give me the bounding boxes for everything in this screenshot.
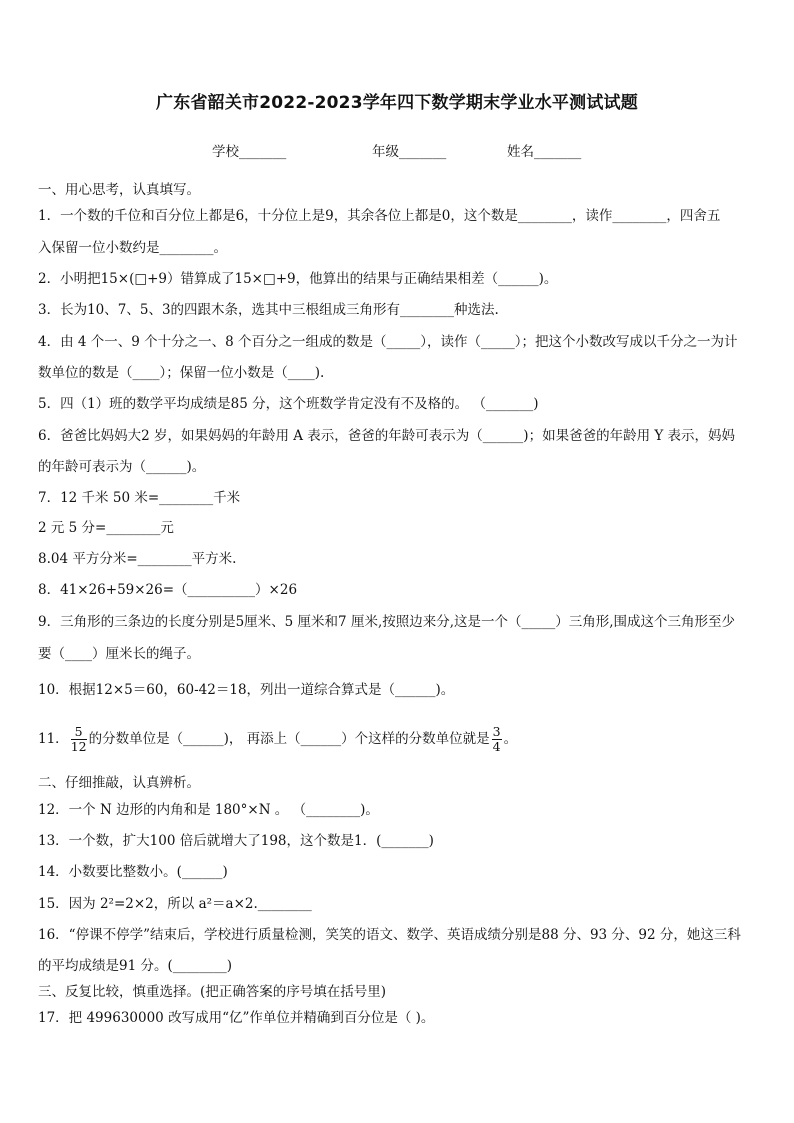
fraction-2-denominator: 4 [492,739,501,754]
question-11-middle: 的分数单位是（______)， 再添上（______）个这样的分数单位就是 [88,731,490,747]
section-heading-1: 一、用心思考，认真填写。 [38,182,200,198]
school-label: 学校 [212,144,239,160]
question-7-line-1: 7．12 千米 50 米=________千米 [38,490,241,506]
section-heading-3: 三、反复比较，慎重选择。(把正确答案的序号填在括号里) [38,984,387,1000]
question-9-line-2: 要（____）厘米长的绳子。 [38,646,200,662]
school-field [212,140,286,160]
question-3: 3．长为10、7、5、3的四跟木条，选其中三根组成三角形有________种选法. [38,302,499,318]
question-12: 12．一个 N 边形的内角和是 180°×N 。 （________)。 [38,802,379,818]
question-4-line-1: 4．由 4 个一、9 个十分之一、8 个百分之一组成的数是（_____），读作（_____）；把这个小数改写成以千分之一为计 [38,334,738,350]
name-field [507,140,581,160]
section-heading-2: 二、仔细推敲，认真辨析。 [38,775,200,791]
question-6-line-2: 的年龄可表示为（______)。 [38,459,206,475]
question-6-line-1: 6．爸爸比妈妈大2 岁，如果妈妈的年龄用 A 表示，爸爸的年龄可表示为（______)；如果爸爸的年龄用 Y 表示，妈妈 [38,428,736,444]
question-16-line-2: 的平均成绩是91 分。(________) [38,958,233,974]
question-14: 14．小数要比整数小。(______) [38,864,228,880]
grade-blank[interactable]: _______ [399,144,447,160]
question-1-line-1: 1．一个数的千位和百分位上都是6，十分位上是9，其余各位上都是0，这个数是________，读作________，四舍五 [38,208,721,224]
question-9-line-1: 9．三角形的三条边的长度分别是5厘米、5 厘米和7 厘米,按照边来分,这是一个（_____）三角形,围成这个三角形至少 [38,614,736,630]
page-title: 广东省韶关市2022-2023学年四下数学期末学业水平测试试题 [156,93,638,113]
question-4-line-2: 数单位的数是（____）；保留一位小数是（____). [38,365,325,381]
question-2: 2．小明把15×(□+9）错算成了15×□+9，他算出的结果与正确结果相差（______)。 [38,271,558,287]
grade-field [372,140,446,160]
question-13: 13．一个数，扩大100 倍后就增大了198，这个数是1．(_______) [38,833,434,849]
question-10: 10．根据12×5＝60，60-42＝18，列出一道综合算式是（______)。 [38,682,455,698]
question-11-prefix: 11． [38,731,69,747]
grade-label: 年级 [372,144,399,160]
question-17: 17．把 499630000 改写成用“亿”作单位并精确到百分位是（ )。 [38,1010,435,1026]
fraction-1-numerator: 5 [71,725,87,740]
fraction-five-twelfths [71,725,87,754]
question-8: 8．41×26+59×26=（__________）×26 [38,582,298,598]
fraction-2-numerator: 3 [492,724,501,739]
question-7-line-3: 8.04 平方分米=________平方米. [38,551,237,567]
question-5: 5．四（1）班的数学平均成绩是85 分，这个班数学肯定没有不及格的。 （_______) [38,396,539,412]
question-11 [38,722,517,756]
question-15: 15．因为 2²=2×2，所以 a²＝a×2.________ [38,896,312,912]
fraction-1-denominator: 12 [70,739,87,754]
question-7-line-2: 2 元 5 分=________元 [38,520,174,536]
name-blank[interactable]: _______ [534,144,582,160]
question-11-end: 。 [503,731,518,747]
school-blank[interactable]: _______ [239,144,287,160]
question-16-line-1: 16．“停课不停学”结束后，学校进行质量检测，笑笑的语文、数学、英语成绩分别是88 分、93 分、92 分，她这三科 [38,927,741,943]
question-1-line-2: 入保留一位小数约是________。 [38,240,227,256]
name-label: 姓名 [507,144,534,160]
fraction-three-quarters [492,725,502,754]
